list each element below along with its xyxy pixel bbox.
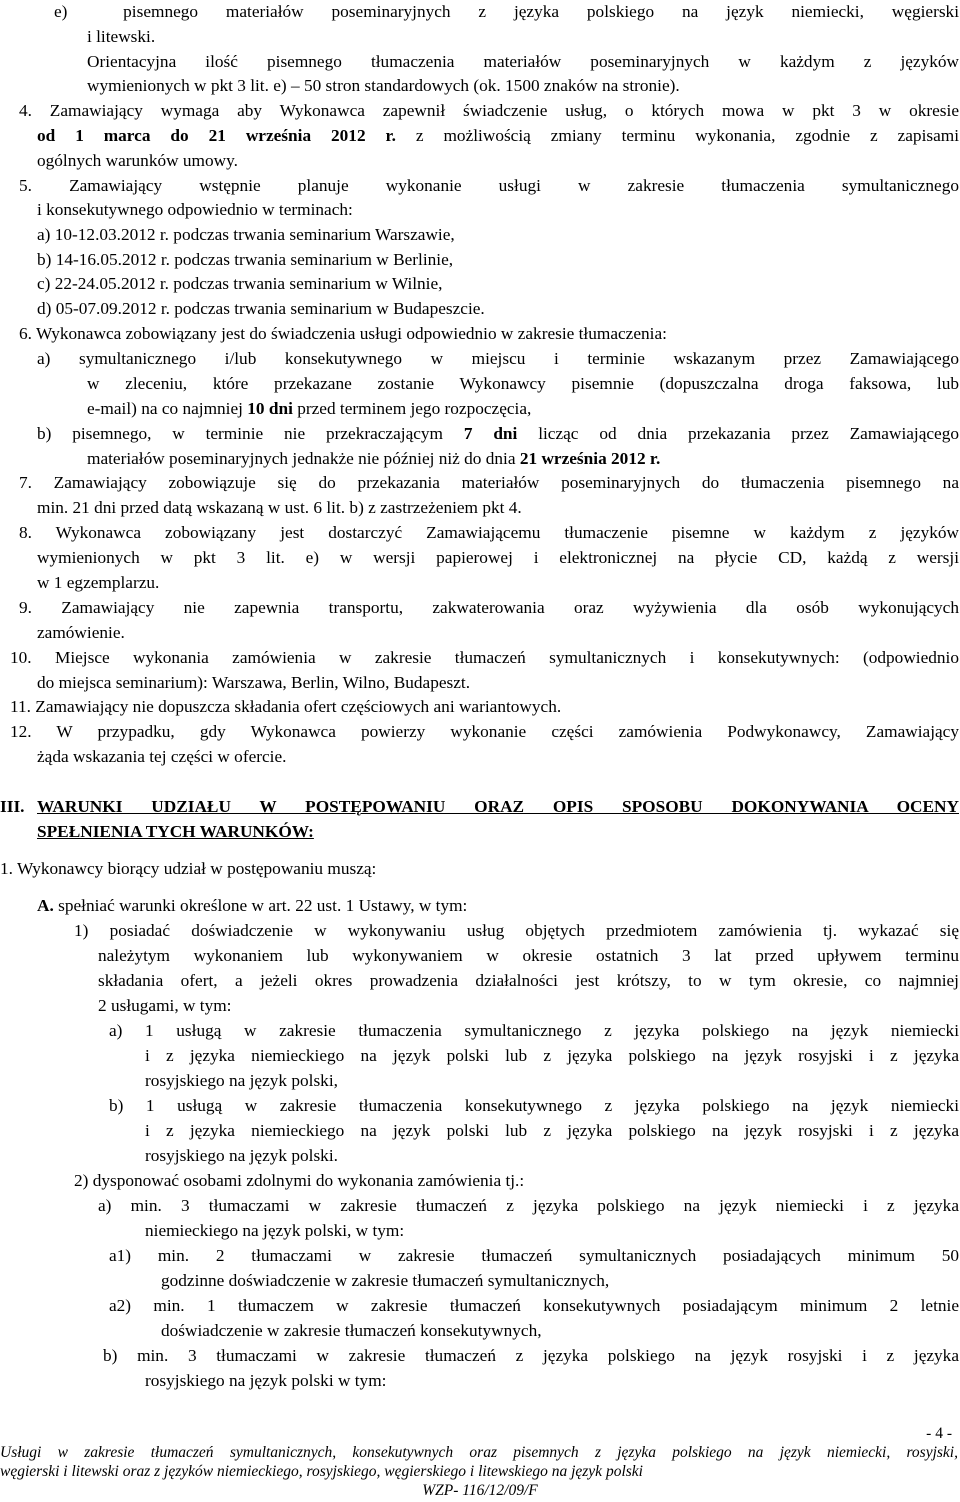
text-line: 11. Zamawiający nie dopuszcza składania ofert częściowych ani wariantowych. bbox=[10, 697, 562, 716]
text-span: z możliwością zmiany terminu wykonania, zgodnie z zapisami bbox=[395, 126, 960, 145]
bold-text: 10 dni bbox=[247, 399, 293, 418]
text-line: wymienionych w pkt 3 lit. e) – 50 stron standardowych (ok. 1500 znaków na stronie). bbox=[87, 76, 680, 95]
text-span: przed terminem jego rozpoczęcia, bbox=[292, 399, 532, 418]
text-line: Orientacyjna ilość pisemnego tłumaczenia materiałów poseminaryjnych w każdym z języków bbox=[87, 52, 959, 71]
text-line: do miejsca seminarium): Warszawa, Berlin, Wilno, Budapeszt. bbox=[37, 673, 471, 692]
text-span: b) pisemnego, w terminie nie przekraczającym bbox=[37, 424, 464, 443]
text-line: e) pisemnego materiałów poseminaryjnych z języka polskiego na język niemiecki, węgierski bbox=[54, 2, 959, 21]
text-line: d) 05-07.09.2012 r. podczas trwania seminarium w Budapeszcie. bbox=[37, 299, 485, 318]
text-line: b) 1 usługą w zakresie tłumaczenia konsekutywnego z języka polskiego na język niemiecki bbox=[109, 1096, 959, 1115]
text-line: b) 14-16.05.2012 r. podczas trwania seminarium w Berlinie, bbox=[37, 250, 454, 269]
footer-line: węgierski i litewski oraz z języków niemieckiego, rosyjskiego, węgierskiego i litewskiego na język polski bbox=[0, 1463, 643, 1480]
text-line: i litewski. bbox=[87, 27, 156, 46]
text-line: c) 22-24.05.2012 r. podczas trwania seminarium w Wilnie, bbox=[37, 274, 443, 293]
text-line: wymienionych w pkt 3 lit. e) w wersji papierowej i elektronicznej na płycie CD, każdą z wersji bbox=[37, 548, 959, 567]
text-line: i z języka niemieckiego na język polski lub z języka polskiego na język rosyjski i z języka bbox=[145, 1046, 959, 1065]
text-line: doświadczenie w zakresie tłumaczeń konsekutywnych, bbox=[161, 1321, 542, 1340]
text-line: 7. Zamawiający zobowiązuje się do przekazania materiałów poseminaryjnych do tłumaczenia pisemnego na bbox=[19, 473, 959, 492]
text-line: min. 21 dni przed datą wskazaną w ust. 6 lit. b) z zastrzeżeniem pkt 4. bbox=[37, 498, 522, 517]
text-line: żąda wskazania tej części w ofercie. bbox=[37, 747, 287, 766]
text-span: spełniać warunki określone w art. 22 ust. 1 Ustawy, w tym: bbox=[53, 896, 468, 915]
text-line: niemieckiego na język polski, w tym: bbox=[145, 1221, 405, 1240]
section-heading: WARUNKI UDZIAŁU W POSTĘPOWANIU ORAZ OPIS SPOSOBU DOKONYWANIA OCENY bbox=[37, 797, 959, 816]
text-line: w 1 egzemplarzu. bbox=[37, 573, 160, 592]
text-line: i z języka niemieckiego na język polski lub z języka polskiego na język rosyjski i z języka bbox=[145, 1121, 959, 1140]
text-line: 2) dysponować osobami zdolnymi do wykonania zamówienia tj.: bbox=[74, 1171, 525, 1190]
text-line: rosyjskiego na język polski. bbox=[145, 1146, 338, 1165]
text-line bbox=[87, 447, 660, 472]
text-line bbox=[37, 422, 959, 447]
text-line: ogólnych warunków umowy. bbox=[37, 151, 238, 170]
text-line: i konsekutywnego odpowiednio w terminach: bbox=[37, 200, 353, 219]
footer-line: Usługi w zakresie tłumaczeń symultanicznych, konsekutywnych oraz pisemnych z języka polskiego na język niemiecki, rosyjski, bbox=[0, 1444, 958, 1461]
text-line: 1) posiadać doświadczenie w wykonywaniu usług objętych przedmiotem zamówienia tj. wykazać się bbox=[74, 921, 959, 940]
text-line: 10. Miejsce wykonania zamówienia w zakresie tłumaczeń symultanicznych i konsekutywnych: (odpowiednio bbox=[10, 648, 959, 667]
text-line bbox=[37, 894, 467, 919]
text-line: b) min. 3 tłumaczami w zakresie tłumaczeń z języka polskiego na język rosyjski i z języka bbox=[103, 1346, 959, 1365]
text-line: 6. Wykonawca zobowiązany jest do świadczenia usługi odpowiednio w zakresie tłumaczenia: bbox=[19, 324, 667, 343]
text-line: godzinne doświadczenie w zakresie tłumaczeń symultanicznych, bbox=[161, 1271, 610, 1290]
text-line: składania ofert, a jeżeli okres prowadzenia działalności jest krótszy, to w tym okresie, co najmniej bbox=[98, 971, 959, 990]
bold-text: 21 września 2012 r. bbox=[519, 449, 661, 468]
bold-text: 7 dni bbox=[463, 424, 518, 443]
text-line: należytym wykonaniem lub wykonywaniem w okresie ostatnich 3 lat przed upływem terminu bbox=[98, 946, 959, 965]
text-line: 5. Zamawiający wstępnie planuje wykonanie usługi w zakresie tłumaczenia symultanicznego bbox=[19, 176, 959, 195]
section-number: III. bbox=[0, 797, 25, 816]
text-line: 2 usługami, w tym: bbox=[98, 996, 232, 1015]
text-line: a) symultanicznego i/lub konsekutywnego w miejscu i terminie wskazanym przez Zamawiającego bbox=[37, 349, 959, 368]
text-line: 4. Zamawiający wymaga aby Wykonawca zapewnił świadczenie usług, o których mowa w pkt 3 w okresie bbox=[19, 101, 959, 120]
section-heading: SPEŁNIENIA TYCH WARUNKÓW: bbox=[37, 822, 314, 841]
text-line bbox=[37, 124, 959, 149]
text-line: a2) min. 1 tłumaczem w zakresie tłumaczeń konsekutywnych posiadającym minimum 2 letnie bbox=[109, 1296, 959, 1315]
text-line: 9. Zamawiający nie zapewnia transportu, zakwaterowania oraz wyżywienia dla osób wykonujących bbox=[19, 598, 959, 617]
text-span: e-mail) na co najmniej bbox=[87, 399, 248, 418]
text-line: 8. Wykonawca zobowiązany jest dostarczyć Zamawiającemu tłumaczenie pisemne w każdym z języków bbox=[19, 523, 959, 542]
footer-reference: WZP- 116/12/09/F bbox=[422, 1482, 538, 1499]
bold-text: od 1 marca do 21 września 2012 r. bbox=[37, 126, 396, 145]
text-line: a) 1 usługą w zakresie tłumaczenia symultanicznego z języka polskiego na język niemiecki bbox=[109, 1021, 959, 1040]
text-line: a) min. 3 tłumaczami w zakresie tłumaczeń z języka polskiego na język niemiecki i z języka bbox=[98, 1196, 959, 1215]
text-line: 1. Wykonawcy biorący udział w postępowaniu muszą: bbox=[0, 859, 377, 878]
text-line: rosyjskiego na język polski, bbox=[145, 1071, 338, 1090]
bold-text: A. bbox=[37, 896, 54, 915]
text-line: zamówienie. bbox=[37, 623, 125, 642]
text-line: rosyjskiego na język polski w tym: bbox=[145, 1371, 387, 1390]
text-line: w zleceniu, które przekazane zostanie Wykonawcy pisemnie (dopuszczalna droga faksowa, lub bbox=[87, 374, 959, 393]
text-line bbox=[87, 397, 531, 422]
text-line: a) 10-12.03.2012 r. podczas trwania seminarium Warszawie, bbox=[37, 225, 455, 244]
text-span: materiałów poseminaryjnych jednakże nie później niż do dnia bbox=[87, 449, 520, 468]
text-line: a1) min. 2 tłumaczami w zakresie tłumaczeń symultanicznych posiadających minimum 50 bbox=[109, 1246, 959, 1265]
page-number: - 4 - bbox=[926, 1425, 952, 1442]
text-span: licząc od dnia przekazania przez Zamawiającego bbox=[517, 424, 960, 443]
text-line: 12. W przypadku, gdy Wykonawca powierzy wykonanie części zamówienia Podwykonawcy, Zamawiający bbox=[10, 722, 959, 741]
